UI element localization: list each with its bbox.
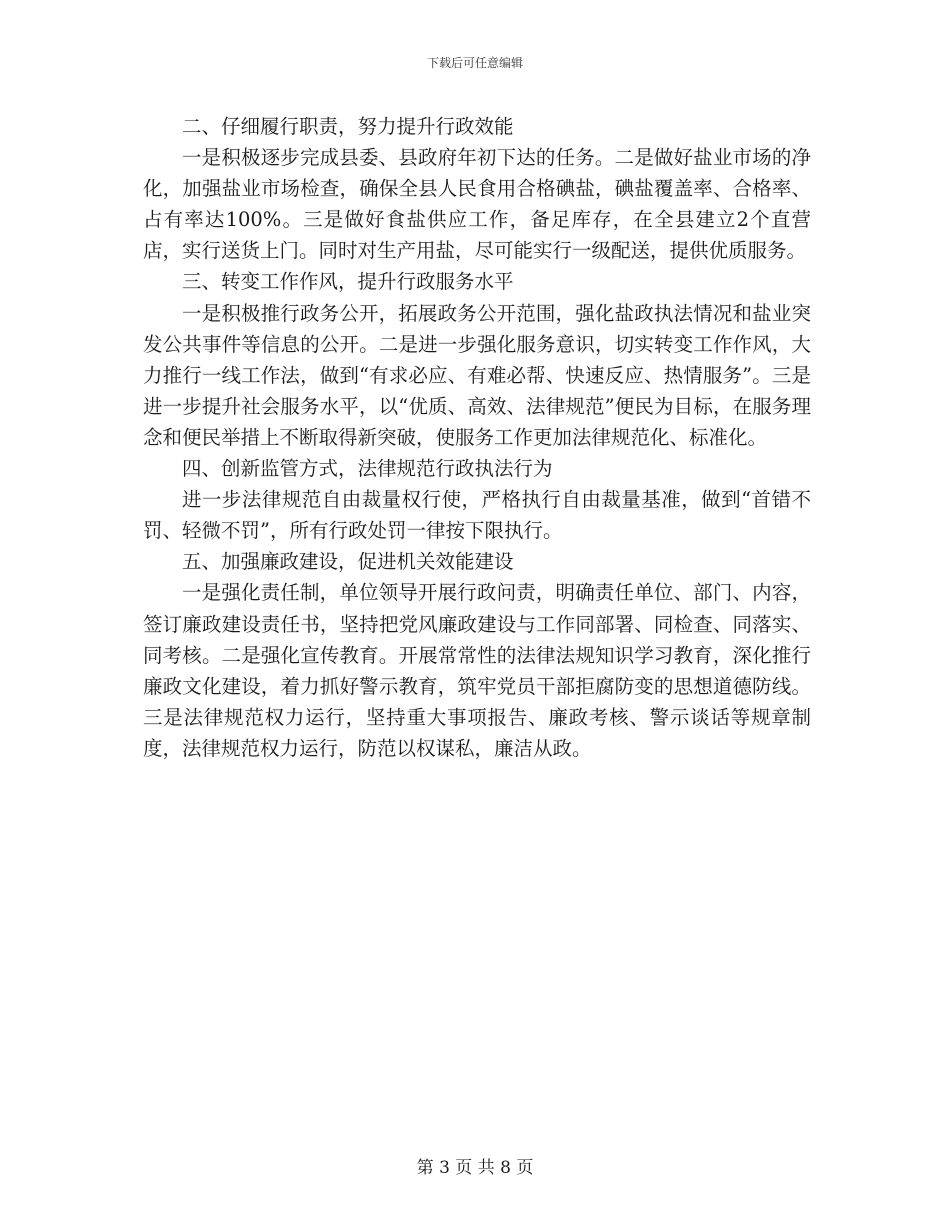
paragraph: 进一步法律规范自由裁量权行使，严格执行自由裁量基准，做到“首错不罚、轻微不罚”，所有行政处罚一律按下限执行。: [143, 488, 811, 543]
section-heading-5: 五、加强廉政建设，促进机关效能建设: [182, 550, 514, 574]
paragraph: 一是强化责任制，单位领导开展行政问责，明确责任单位、部门、内容，签订廉政建设责任书，坚持把党风廉政建设与工作同部署、同检查、同落实、同考核。二是强化宣传教育。开展常常性的法律法规知识学习教育，深化推行廉政文化建设，着力抓好警示教育，筑牢党员干部拒腐防变的思想道德防线。三是法律规范权力运行，坚持重大事项报告、廉政考核、警示谈话等规章制度，法律规范权力运行，防范以权谋私，廉洁从政。: [143, 581, 811, 760]
section-heading-4: 四、创新监管方式，法律规范行政执法行为: [182, 457, 553, 481]
page-number: 第 3 页 共 8 页: [416, 1158, 534, 1178]
paragraph: 一是积极推行政务公开，拓展政务公开范围，强化盐政执法情况和盐业突发公共事件等信息的公开。二是进一步强化服务意识，切实转变工作作风，大力推行一线工作法，做到“有求必应、有难必帮、快速反应、热情服务”。三是进一步提升社会服务水平，以“优质、高效、法律规范”便民为目标，在服务理念和便民举措上不断取得新突破，使服务工作更加法律规范化、标准化。: [143, 301, 811, 449]
section-heading-3: 三、转变工作作风，提升行政服务水平: [182, 270, 514, 294]
document-body: [143, 111, 811, 764]
header-note: 下载后可任意编辑: [426, 56, 523, 70]
paragraph: 一是积极逐步完成县委、县政府年初下达的任务。二是做好盐业市场的净化，加强盐业市场检查，确保全县人民食用合格碘盐，碘盐覆盖率、合格率、占有率达100%。三是做好食盐供应工作，备足库存，在全县建立2个直营店，实行送货上门。同时对生产用盐，尽可能实行一级配送，提供优质服务。: [143, 146, 811, 263]
section-heading-2: 二、仔细履行职责，努力提升行政效能: [182, 115, 514, 138]
